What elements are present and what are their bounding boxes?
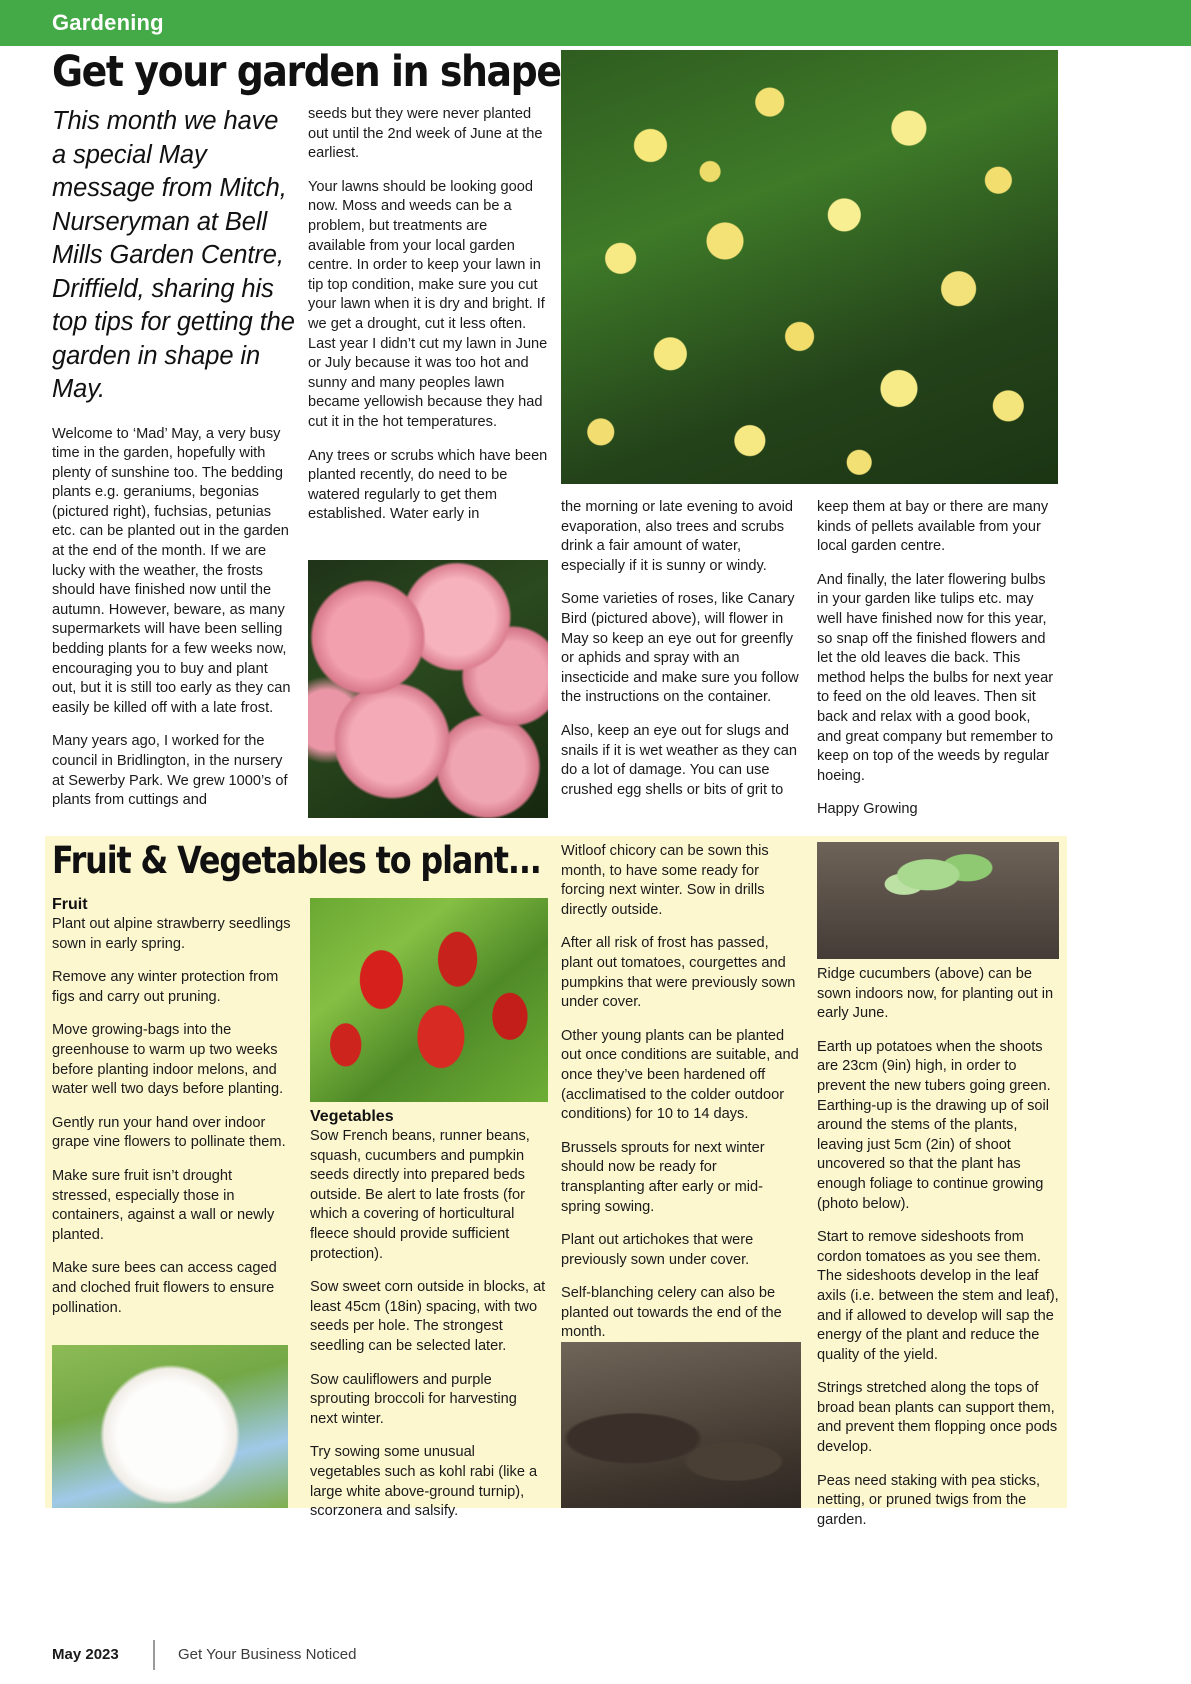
- category-label: Gardening: [52, 10, 164, 35]
- paragraph: Any trees or scrubs which have been planted recently, do need to be watered regularly to get them established. Water early in: [308, 447, 548, 523]
- paragraph: Make sure fruit isn’t drought stressed, especially those in containers, against a wall or newly planted.: [52, 1167, 275, 1243]
- paragraph: Welcome to ‘Mad’ May, a very busy time in the garden, hopefully with plenty of sunshine too. The bedding plants e.g. geraniums, begonias (pictured right), fuchsias, petunias etc. can be planted out in the garden at the end of the month. If we are lucky with the weather, the frosts should have finished now until the autumn. However, beware, as many supermarkets will have been selling bedding plants for a few weeks now, encouraging you to buy and plant out, but it is still too early as they can easily be killed off with a late frost.: [52, 425, 291, 716]
- photo-earthing-up-potatoes: [561, 1342, 801, 1508]
- signoff: Happy Growing: [817, 801, 918, 818]
- paragraph: Earth up potatoes when the shoots are 23cm (9in) high, in order to prevent the new tubers going green. Earthing-up is the drawing up of soil around the stems of the plants, leaving just 5cm (2in) of shoot uncovered so that the plant has enough foliage to continue growing (photo below).: [817, 1038, 1051, 1212]
- paragraph: seeds but they were never planted out until the 2nd week of June at the earliest.: [308, 106, 543, 162]
- vegetables-subheading: Vegetables: [310, 1108, 394, 1125]
- veg-column-2: [310, 1108, 548, 1522]
- photo-ridge-cucumber-seedling: [817, 842, 1059, 959]
- paragraph: Gently run your hand over indoor grape vine flowers to pollinate them.: [52, 1114, 286, 1151]
- paragraph: Remove any winter protection from figs and carry out pruning.: [52, 969, 279, 1005]
- veg-column-1: [52, 896, 292, 1318]
- paragraph: Many years ago, I worked for the council in Bridlington, in the nursery at Sewerby Park. We grew 1000’s of plants from cuttings and: [52, 733, 288, 809]
- paragraph: Peas need staking with pea sticks, netting, or pruned twigs from the garden.: [817, 1472, 1041, 1528]
- paragraph: Some varieties of roses, like Canary Bird (pictured above), will flower in May so keep an eye out for greenfly or aphids and spray with an insecticide and make sure you follow the instructions on the container.: [561, 591, 799, 706]
- paragraph: Other young plants can be planted out once conditions are suitable, and once they’ve been hardened off (acclimatised to the colder outdoor conditions) for 10 to 14 days.: [561, 1027, 799, 1123]
- paragraph: Start to remove sideshoots from cordon tomatoes as you see them. The sideshoots develop in the leaf axils (i.e. between the stem and leaf), and if allowed to develop will sap the energy of the plant and reduce the quality of the yield.: [817, 1229, 1059, 1363]
- photo-bee-on-blossom: [52, 1345, 288, 1508]
- footer-divider: [153, 1640, 155, 1670]
- category-bar: [0, 0, 1191, 46]
- article-column-1: [52, 105, 295, 811]
- paragraph: Brussels sprouts for next winter should now be ready for transplanting after early or mid-spring sowing.: [561, 1139, 765, 1215]
- photo-yellow-rose-canary-bird: [561, 50, 1058, 484]
- article-column-3: [561, 498, 804, 800]
- paragraph: keep them at bay or there are many kinds of pellets available from your local garden centre.: [817, 499, 1049, 555]
- paragraph: Sow sweet corn outside in blocks, at least 45cm (18in) spacing, with two seeds per hole. The strongest seedling can be selected later.: [310, 1279, 546, 1354]
- paragraph: Self-blanching celery can also be planted out towards the end of the month.: [561, 1285, 782, 1341]
- paragraph: the morning or late evening to avoid evaporation, also trees and scrubs drink a fair amount of water, especially if it is sunny or windy.: [561, 499, 794, 574]
- paragraph: After all risk of frost has passed, plant out tomatoes, courgettes and pumpkins that were previously sown under cover.: [561, 935, 796, 1011]
- paragraph: Plant out alpine strawberry seedlings sown in early spring.: [52, 916, 291, 952]
- paragraph: Make sure bees can access caged and cloched fruit flowers to ensure pollination.: [52, 1260, 277, 1316]
- fruit-subheading: Fruit: [52, 896, 88, 913]
- paragraph: Also, keep an eye out for slugs and snails if it is wet weather as they can do a lot of damage. You can use crushed egg shells or bits of grit to: [561, 722, 798, 798]
- article-headline: Get your garden in shape: [52, 47, 561, 97]
- paragraph: Your lawns should be looking good now. Moss and weeds can be a problem, but treatments are available from your local garden centre. In order to keep your lawn in tip top condition, make sure you cut your lawn when it is dry and bright. If we get a drought, cut it less often. Last year I didn’t cut my lawn in June or July because it was too hot and sunny and many peoples lawn became yellowish because they had cut it in the hot temperatures.: [308, 178, 548, 430]
- footer-strapline: Get Your Business Noticed: [178, 1646, 357, 1663]
- paragraph: Strings stretched along the tops of broad bean plants can support them, and prevent them flopping once pods develop.: [817, 1380, 1058, 1456]
- paragraph: Sow cauliflowers and purple sprouting broccoli for harvesting next winter.: [310, 1371, 517, 1427]
- footer-issue-date: May 2023: [52, 1646, 119, 1663]
- article-column-4: [817, 498, 1058, 820]
- paragraph: Ridge cucumbers (above) can be sown indoors now, for planting out in early June.: [817, 966, 1054, 1022]
- paragraph: Witloof chicory can be sown this month, to have some ready for forcing next winter. Sow in drills directly outside.: [561, 843, 769, 918]
- veg-column-4: [817, 965, 1059, 1530]
- article-column-2: [308, 105, 548, 525]
- photo-pink-begonias: [308, 560, 548, 818]
- paragraph: Try sowing some unusual vegetables such as kohl rabi (like a large white above-ground turnip), scorzonera and salsify.: [310, 1444, 538, 1520]
- page-footer: [0, 1632, 1191, 1684]
- paragraph: Move growing-bags into the greenhouse to warm up two weeks before planting indoor melons, and water well two days before planting.: [52, 1022, 284, 1098]
- paragraph: Plant out artichokes that were previously sown under cover.: [561, 1232, 754, 1268]
- article-standfirst: This month we have a special May message from Mitch, Nurseryman at Bell Mills Garden Centre, Driffield, sharing his top tips for getting the garden in shape in May.: [52, 107, 295, 403]
- fruit-veg-headline: Fruit & Vegetables to plant...: [52, 839, 541, 882]
- paragraph: And finally, the later flowering bulbs in your garden like tulips etc. may well have finished now for this year, so snap off the finished flowers and let the old leaves die back. This method helps the bulbs for next year to feed on the old leaves. Then sit back and relax with a good book, and great company but remember to keep on top of the weeds by regular hoeing.: [817, 571, 1054, 784]
- photo-strawberries: [310, 898, 548, 1102]
- paragraph: Sow French beans, runner beans, squash, cucumbers and pumpkin seeds directly into prepared beds outside. Be alert to late frosts (for which a covering of horticultural fleece should provide sufficient protection).: [310, 1128, 530, 1262]
- veg-column-3: [561, 842, 801, 1343]
